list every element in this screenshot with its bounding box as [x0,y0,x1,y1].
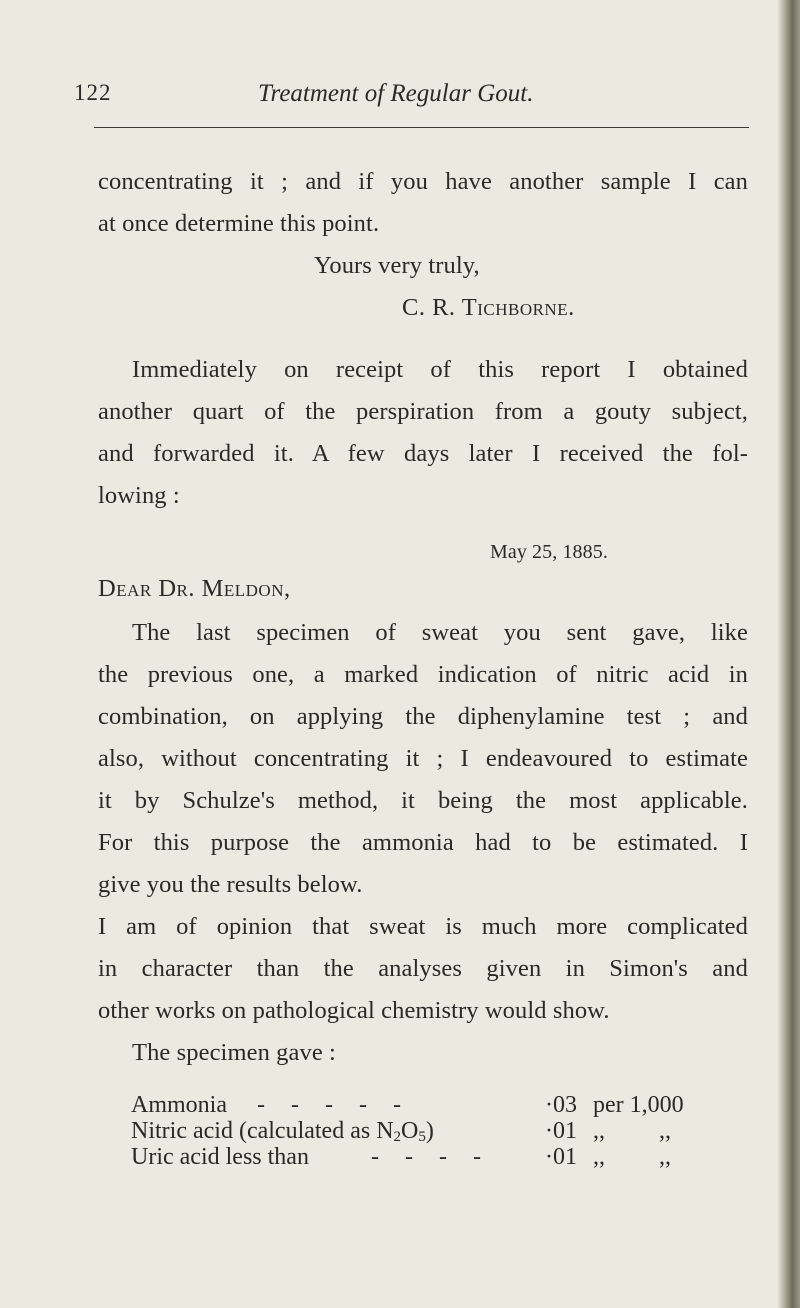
letter-salutation: Dear Dr. Meldon, [98,575,291,602]
text-line: combination, on applying the diphenylamine test ; and [98,703,748,730]
row-ditto: ,, [593,1144,605,1170]
page-edge [778,0,800,1308]
row-ditto: ,, [659,1144,671,1170]
row-value: ·01 [545,1144,577,1170]
text-line: The last specimen of sweat you sent gave, like [132,619,748,646]
row-value: ·01 [545,1118,577,1144]
text-line: concentrating it ; and if you have another sample I can [98,168,748,195]
subscript: 5 [418,1129,426,1145]
label-part: O [401,1118,419,1144]
text-line: Immediately on receipt of this report I obtained [132,356,748,383]
text-line: other works on pathological chemistry would show. [98,997,610,1024]
results-table [131,1092,751,1170]
text-line: I am of opinion that sweat is much more complicated [98,913,748,940]
text-line: the previous one, a marked indication of nitric acid in [98,661,748,688]
row-leaders: - - - - - [257,1092,411,1118]
page-number: 122 [74,80,112,105]
letter-signature: C. R. Tichborne. [402,294,575,321]
subscript: 2 [393,1129,402,1145]
row-label: Uric acid less than [131,1144,309,1170]
text-line: also, without concentrating it ; I endeavoured to estimate [98,745,748,772]
text-line: For this purpose the ammonia had to be estimated. I [98,829,748,856]
table-row [131,1092,751,1118]
text-line: lowing : [98,482,180,509]
text-line: at once determine this point. [98,210,380,237]
table-row [131,1118,751,1144]
table-row [131,1144,751,1170]
text-line: and forwarded it. A few days later I received the fol- [98,440,748,467]
letter-date: May 25, 1885. [490,541,608,563]
running-title: Treatment of Regular Gout. [258,80,534,107]
letter-closing: Yours very truly, [314,252,480,279]
page-header [74,80,749,120]
row-ditto: ,, [593,1118,605,1144]
row-label: Ammonia [131,1092,227,1118]
text-line: another quart of the perspiration from a gouty subject, [98,398,748,425]
text-line: The specimen gave : [132,1039,336,1066]
row-unit: per 1,000 [593,1092,684,1118]
row-value: ·03 [545,1092,577,1118]
header-rule [94,127,749,128]
row-leaders: - - - - [371,1144,491,1170]
row-label [131,1118,434,1144]
text-line: in character than the analyses given in Simon's and [98,955,748,982]
label-part: ) [425,1118,434,1144]
text-line: it by Schulze's method, it being the most applicable. [98,787,748,814]
label-part: Nitric acid (calculated as N [131,1118,394,1144]
row-ditto: ,, [659,1118,671,1144]
text-line: give you the results below. [98,871,363,898]
